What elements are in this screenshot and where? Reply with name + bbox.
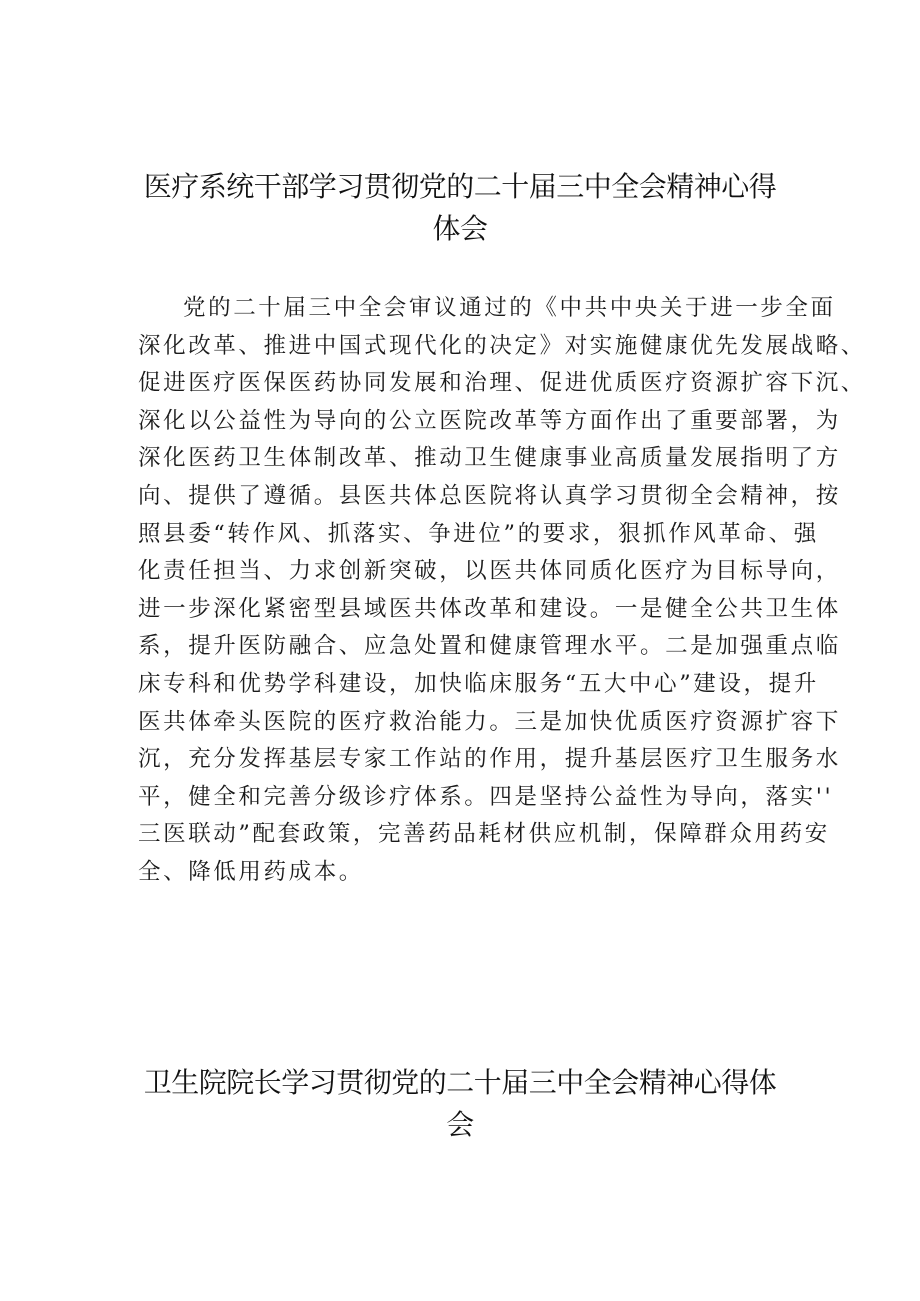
article-title-1 <box>130 166 790 250</box>
paragraph-line: 促进医疗医保医药协同发展和治理、促进优质医疗资源扩容下沉、 <box>138 370 866 397</box>
article-title-2-line-2: 会 <box>446 1108 474 1141</box>
article-title-2 <box>130 1062 790 1146</box>
paragraph-line: 平，健全和完善分级诊疗体系。四是坚持公益性为导向，落实'' <box>138 783 834 810</box>
article-title-1-line-2: 体会 <box>432 212 488 245</box>
paragraph-line: 系，提升医防融合、应急处置和健康管理水平。二是加强重点临 <box>138 633 841 660</box>
paragraph-line: 向、提供了遵循。县医共体总医院将认真学习贯彻全会精神，按 <box>138 482 841 509</box>
paragraph-line: 党的二十届三中全会审议通过的《中共中央关于进一步全面 <box>183 295 836 321</box>
paragraph-line: 深化改革、推进中国式现代化的决定》对实施健康优先发展战略、 <box>138 332 866 359</box>
paragraph-line: 深化以公益性为导向的公立医院改革等方面作出了重要部署，为 <box>138 407 841 434</box>
paragraph-line: 床专科和优势学科建设，加快临床服务“五大中心”建设，提升 <box>138 670 819 697</box>
paragraph-line: 进一步深化紧密型县域医共体改革和建设。一是健全公共卫生体 <box>138 595 841 622</box>
paragraph-line: 三医联动”配套政策，完善药品耗材供应机制，保障群众用药安 <box>138 821 830 848</box>
paragraph-line: 照县委“转作风、抓落实、争进位”的要求，狠抓作风革命、强 <box>138 520 819 547</box>
paragraph-line: 全、降低用药成本。 <box>138 858 364 885</box>
paragraph-line: 医共体牵头医院的医疗救治能力。三是加快优质医疗资源扩容下 <box>138 708 841 735</box>
paragraph-line: 沉，充分发挥基层专家工作站的作用，提升基层医疗卫生服务水 <box>138 746 841 773</box>
paragraph-line: 深化医药卫生体制改革、推动卫生健康事业高质量发展指明了方 <box>138 445 841 472</box>
paragraph-line: 化责任担当、力求创新突破，以医共体同质化医疗为目标导向， <box>138 558 841 585</box>
article-title-2-line-1: 卫生院院长学习贯彻党的二十届三中全会精神心得体 <box>143 1066 777 1099</box>
article-body-paragraph <box>138 290 866 892</box>
article-title-1-line-1: 医疗系统干部学习贯彻党的二十届三中全会精神心得 <box>143 170 777 203</box>
